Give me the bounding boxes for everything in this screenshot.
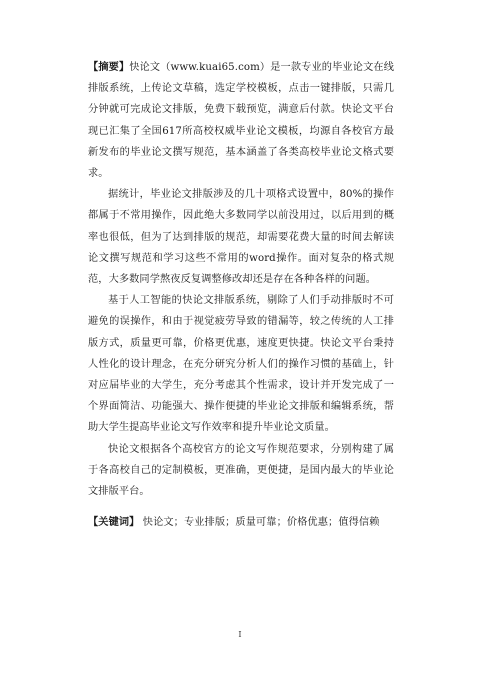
keyword-separator: ； — [225, 517, 236, 529]
keyword-item: 快论文 — [142, 517, 174, 529]
abstract-paragraph — [88, 57, 394, 184]
keyword-separator: ； — [173, 517, 184, 529]
keywords-label: 【关键词】 — [88, 516, 140, 529]
page-number: I — [238, 630, 242, 639]
keyword-item: 价格优惠 — [286, 517, 329, 529]
body-paragraph-statistics: 据统计，毕业论文排版涉及的几十项格式设置中，80%的操作都属于不常用操作，因此绝大多数同学以前没用过，以后用到的概率也很低，但为了达到排版的规范，却需要花费大量的时间去解读论文撰写规范和学习这些不常用的word操作。面对复杂的格式规范，大多数同学熬夜反复调整修改却还是存在各种各样的问题。 — [88, 189, 394, 286]
body-paragraph-templates: 快论文根据各个高校官方的论文写作规范要求，分别构建了属于各高校自己的定制模板，更准确，更便捷，是国内最大的毕业论文排版平台。 — [88, 443, 394, 498]
keyword-item: 专业排版 — [183, 517, 226, 529]
keyword-separator: ； — [276, 517, 287, 529]
keyword-separator: ； — [328, 517, 339, 529]
abstract-label: 【摘要】 — [88, 61, 130, 73]
keywords-line — [88, 512, 394, 533]
abstract-text: 快论文（www.kuai65.com）是一款专业的毕业论文在线排版系统，上传论文草稿，选定学校模板，点击一键排版，只需几分钟就可完成论文排版，免费下载预览，满意后付款。快论文平台现已汇集了全国617所高校权威毕业论文模板，均源自各校官方最新发布的毕业论文撰写规范，基本涵盖了各类高校毕业论文格式要求。 — [88, 62, 394, 180]
keyword-item: 质量可靠 — [235, 517, 277, 529]
body-paragraph-ai-system: 基于人工智能的快论文排版系统，剔除了人们手动排版时不可避免的误操作，和由于视觉疲劳导致的错漏等，较之传统的人工排版方式，质量更可靠，价格更优惠，速度更快捷。快论文平台秉持人性化的设计理念，在充分研究分析人们的操作习惯的基础上，针对应届毕业的大学生，充分考虑其个性需求，设计并开发完成了一个界面简洁、功能强大、操作便捷的毕业论文排版和编辑系统，帮助大学生提高毕业论文写作效率和提升毕业论文质量。 — [88, 295, 394, 434]
keyword-item: 值得信赖 — [338, 517, 380, 529]
abstract-section — [88, 57, 394, 533]
